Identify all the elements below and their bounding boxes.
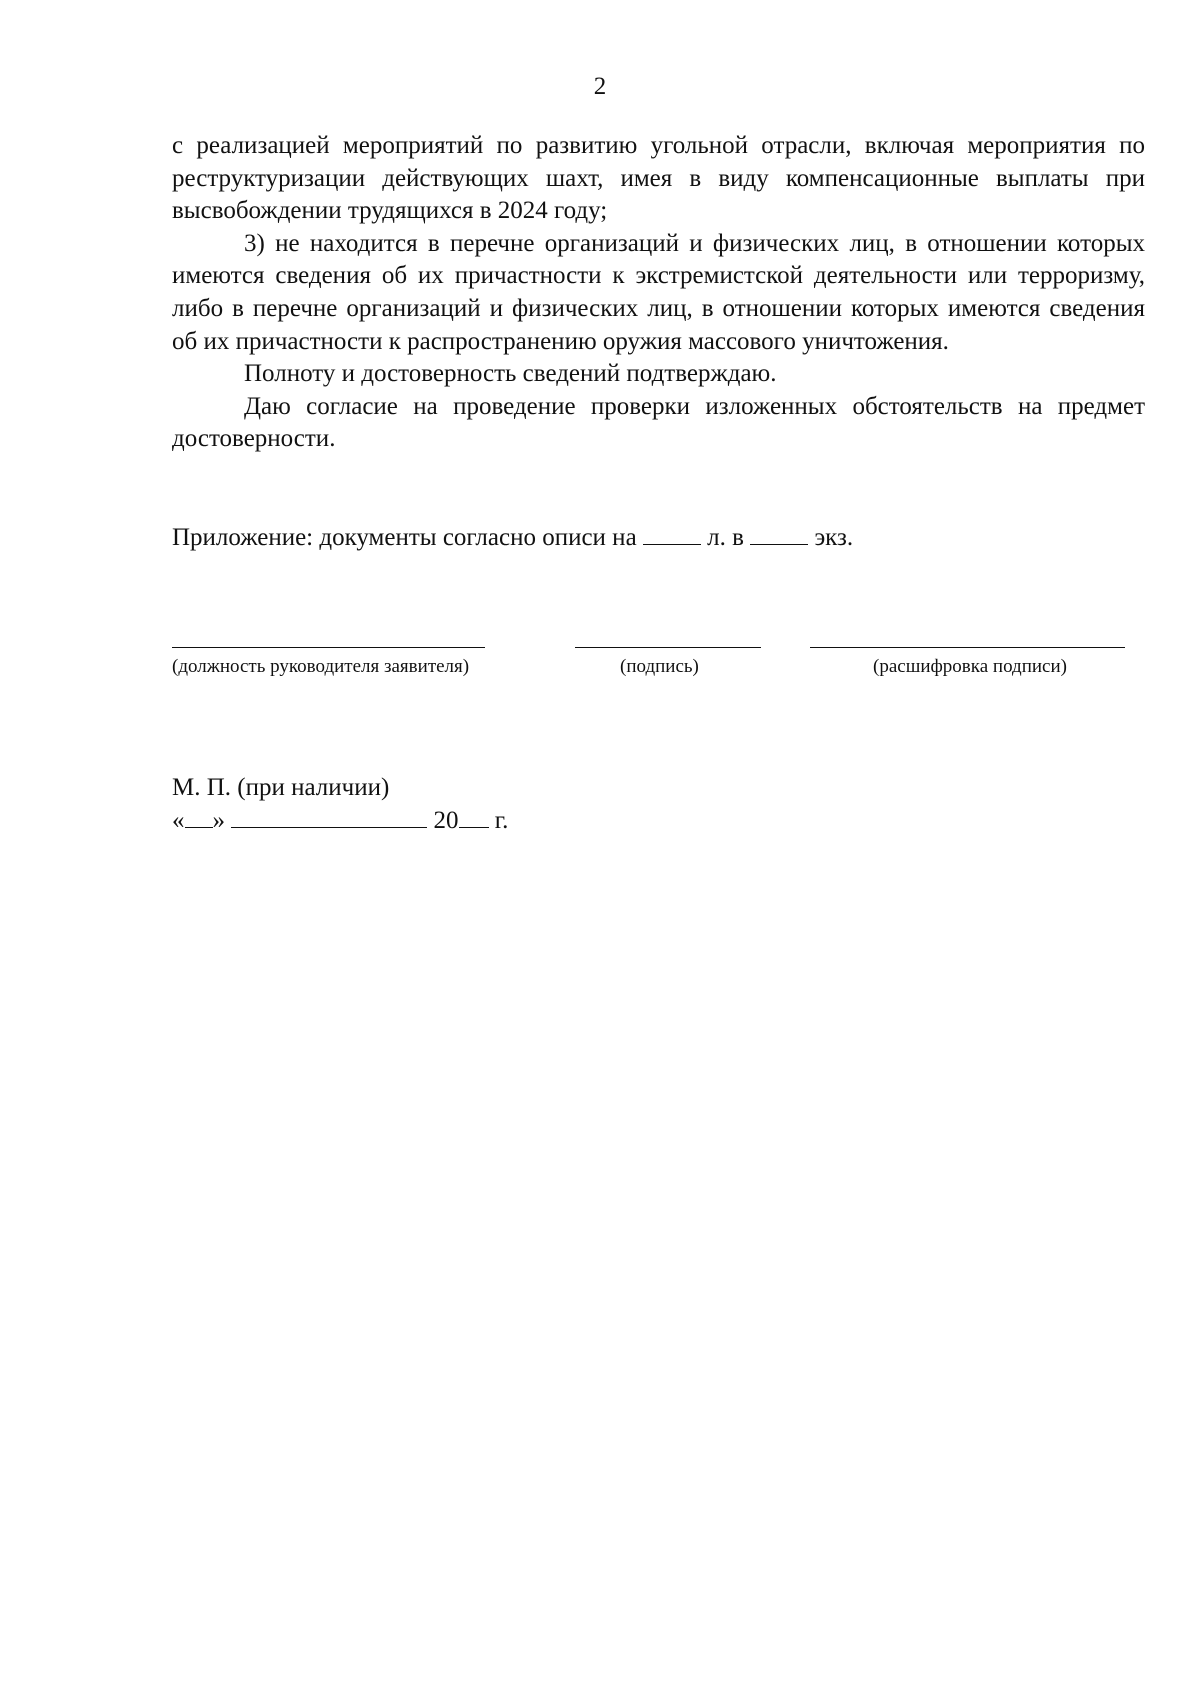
year-suffix: г. bbox=[494, 807, 509, 834]
day-blank[interactable] bbox=[185, 805, 213, 828]
appendix-line bbox=[172, 522, 853, 554]
signature-line[interactable] bbox=[575, 647, 761, 648]
body-paragraph-confirmation: Полноту и достоверность сведений подтверждаю. bbox=[244, 360, 777, 388]
appendix-middle: л. в bbox=[707, 524, 744, 551]
body-paragraph-continuation: с реализацией мероприятий по развитию угольной отрасли, включая мероприятия по реструктуризации действующих шахт, имея в виду компенсационные выплаты при высвобождении трудящихся в 2024 году; bbox=[172, 132, 1145, 225]
position-caption: (должность руководителя заявителя) bbox=[172, 656, 470, 677]
year-prefix: 20 bbox=[433, 807, 459, 834]
month-blank[interactable] bbox=[231, 805, 427, 828]
body-paragraph-item-3: 3) не находится в перечне организаций и физических лиц, в отношении которых имеются сведения об их причастности к экстремистской деятельности или терроризму, либо в перечне организаций и физических лиц, в отношении которых имеются сведения об их причастности к распространению оружия массового уничтожения. bbox=[172, 229, 1145, 355]
body-paragraph-consent: Даю согласие на проведение проверки изложенных обстоятельств на предмет достоверности. bbox=[172, 392, 1145, 453]
decoding-caption: (расшифровка подписи) bbox=[873, 656, 1067, 677]
appendix-prefix: Приложение: документы согласно описи на bbox=[172, 524, 637, 551]
decoding-signature-line[interactable] bbox=[810, 647, 1125, 648]
year-blank[interactable] bbox=[459, 805, 489, 828]
date-line bbox=[172, 805, 508, 837]
date-open-quote: « bbox=[172, 807, 185, 834]
appendix-suffix: экз. bbox=[814, 524, 854, 551]
signature-caption: (подпись) bbox=[620, 656, 699, 677]
page-number: 2 bbox=[593, 73, 607, 100]
document-body bbox=[172, 130, 1145, 456]
copies-count-blank[interactable] bbox=[750, 522, 808, 545]
pages-count-blank[interactable] bbox=[643, 522, 701, 545]
position-signature-line[interactable] bbox=[172, 647, 485, 648]
date-close-quote: » bbox=[212, 807, 225, 834]
stamp-placeholder: М. П. (при наличии) bbox=[172, 774, 390, 801]
